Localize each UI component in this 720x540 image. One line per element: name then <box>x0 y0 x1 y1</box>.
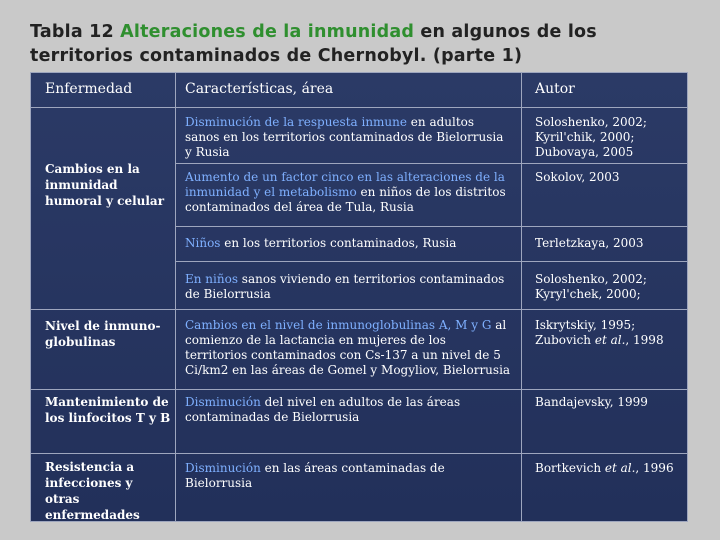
row-1-characteristics <box>185 115 511 160</box>
immunity-table <box>30 72 688 522</box>
row-7-lead: Disminución <box>185 461 261 475</box>
row-divider <box>31 389 687 390</box>
row-divider <box>31 453 687 454</box>
row-4-rest: sanos viviendo en territorios contaminados de Bielorrusia <box>185 272 505 301</box>
row-6-author: Bandajevsky, 1999 <box>535 395 648 409</box>
disease-infection-resistance: Resistencia a infecciones y otras enfermedades <box>45 460 140 522</box>
row-3-lead: Niños <box>185 236 221 250</box>
row-5-lead: Cambios en el nivel de inmunoglobulinas A, M y G <box>185 318 492 332</box>
row-2-characteristics <box>185 170 511 215</box>
row-6-characteristics <box>185 395 511 425</box>
disease-immunoglobulins: Nivel de inmuno-globulinas <box>45 319 161 349</box>
row-7-author <box>535 461 675 476</box>
row-4-characteristics <box>185 272 511 302</box>
row-divider <box>175 163 687 164</box>
row-1-rest: en adultos sanos en los territorios contaminados de Bielorrusia y Rusia <box>185 115 504 159</box>
title-part1: Tabla 12 <box>30 22 121 42</box>
row-7-author-etal: et al. <box>604 461 636 475</box>
row-4-author: Soloshenko, 2002; Kyryl'chek, 2000; <box>535 272 647 301</box>
row-7-author-b: , 1996 <box>635 461 674 475</box>
row-divider <box>31 309 687 310</box>
row-1-author: Soloshenko, 2002; Kyril'chik, 2000; Dubovaya, 2005 <box>535 115 647 159</box>
row-5-author-b: , 1998 <box>625 333 664 347</box>
header-divider <box>31 107 687 108</box>
row-2-lead: Aumento de un factor cinco en las alteraciones de la inmunidad y el metabolismo <box>185 170 505 199</box>
row-3-author: Terletzkaya, 2003 <box>535 236 644 250</box>
row-divider <box>175 226 687 227</box>
header-enfermedad: Enfermedad <box>45 81 133 97</box>
row-4-lead: En niños <box>185 272 238 286</box>
row-3-characteristics <box>185 236 511 251</box>
slide-title <box>30 20 700 68</box>
title-part2: en algunos de los territorios contaminados de Chernobyl. (parte 1) <box>30 22 597 66</box>
row-7-author-a: Bortkevich <box>535 461 605 475</box>
title-highlight: Alteraciones de la inmunidad <box>120 22 415 42</box>
row-7-rest: en las áreas contaminadas de Bielorrusia <box>185 461 445 490</box>
row-2-rest: en niños de los distritos contaminados del área de Tula, Rusia <box>185 185 506 214</box>
row-divider <box>175 261 687 262</box>
row-1-lead: Disminución de la respuesta inmune <box>185 115 407 129</box>
row-3-rest: en los territorios contaminados, Rusia <box>220 236 457 250</box>
row-5-rest: al comienzo de la lactancia en mujeres de los territorios contaminados con Cs-137 a un nivel de 5 Ci/km2 en las áreas de Gomel y Mogyliov, Bielorrusia <box>185 318 511 377</box>
row-2-author: Sokolov, 2003 <box>535 170 620 184</box>
row-5-author <box>535 318 675 348</box>
disease-lymphocytes: Mantenimiento de los linfocitos T y B <box>45 395 171 425</box>
disease-humoral-cellular: Cambios en la inmunidad humoral y celular <box>45 162 165 208</box>
row-5-author-a: Iskrytskiy, 1995; Zubovich <box>535 318 636 347</box>
row-6-rest: del nivel en adultos de las áreas contaminadas de Bielorrusia <box>185 395 461 424</box>
row-5-characteristics <box>185 318 511 378</box>
header-caracteristicas: Características, área <box>185 81 334 97</box>
header-autor: Autor <box>535 81 575 97</box>
row-7-characteristics <box>185 461 511 491</box>
row-5-author-etal: et al. <box>594 333 626 347</box>
row-6-lead: Disminución <box>185 395 261 409</box>
